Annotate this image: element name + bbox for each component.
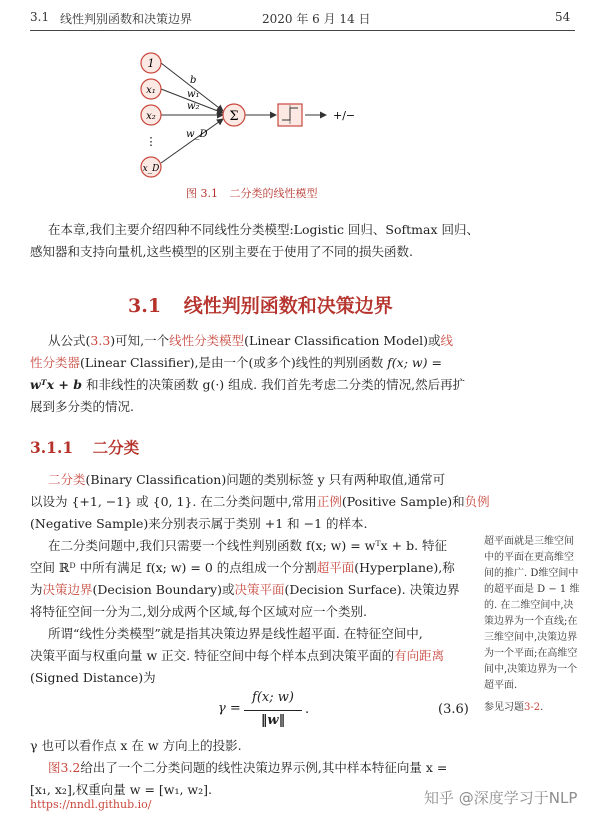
text-run: 参见习题 — [484, 702, 524, 713]
text-run: (Positive Sample)和 — [341, 494, 465, 509]
margin-note-line: 策边界为一个直线;在 — [484, 616, 578, 627]
text-run: 从公式( — [48, 333, 91, 348]
intro-line-1: 在本章,我们主要介绍四种不同线性分类模型:Logistic 回归、Softmax 回归、 — [48, 222, 479, 237]
section-title: 线性判别函数和决策边界 — [183, 295, 393, 317]
margin-note-line: 的超平面是 D − 1 维 — [484, 584, 580, 595]
equation-end: . — [305, 702, 310, 717]
edge-wD — [161, 119, 223, 163]
equation-ref-link[interactable]: 3.3 — [90, 333, 111, 348]
exercise-ref-link[interactable]: 3-2 — [524, 702, 541, 713]
margin-note-line: 间的推广. D维空间中 — [484, 568, 579, 579]
equation-number: (3.6) — [438, 702, 469, 717]
term-link[interactable]: 二分类 — [48, 472, 86, 487]
figure-ref-link[interactable]: 图3.2 — [48, 760, 81, 775]
term-link[interactable]: 正例 — [316, 494, 342, 509]
footer-url-link[interactable]: https://nndl.github.io/ — [30, 798, 152, 811]
section-number: 3.1 — [128, 295, 162, 317]
term-link[interactable]: 决策平面 — [234, 582, 285, 597]
text-run: . — [540, 702, 544, 713]
margin-note-line: 超平面就是三维空间 — [484, 536, 574, 547]
para4-line-3: (Signed Distance)为 — [30, 670, 156, 685]
intro-line-2: 感知器和支持向量机,这些模型的区别主要在于使用了不同的损失函数. — [30, 244, 413, 259]
term-link[interactable]: 线性分类模型 — [169, 333, 245, 348]
sum-symbol: Σ — [229, 109, 239, 124]
margin-note — [484, 534, 594, 716]
term-link[interactable]: 性分类器 — [30, 355, 81, 370]
text-run: 决策平面与权重向量 w 正交. 特征空间中每个样本点到决策平面的 — [30, 648, 395, 663]
para3-line-4: 将特征空间一分为二,划分成两个区域,每个区域对应一个类别. — [30, 604, 367, 619]
subsection-title: 二分类 — [92, 438, 140, 457]
input-label-ellipsis: ⋮ — [145, 135, 157, 148]
margin-note-line: 为一个平面;在高维空 — [484, 648, 578, 659]
text-run: 以设为 {+1, −1} 或 {0, 1}. 在二分类问题中,常用 — [30, 494, 317, 509]
input-label-x2: x₂ — [146, 111, 156, 122]
text-run: (Linear Classifier),是由一个(或多个)线性的判别函数 — [80, 355, 388, 370]
weight-label-w2: w₂ — [187, 101, 200, 112]
header-rule — [30, 30, 575, 31]
equation-lhs: γ = — [218, 701, 241, 716]
para1-line-3 — [30, 374, 465, 396]
margin-note-line: 中的平面在更高维空 — [484, 552, 574, 563]
margin-note-line: 的. 在二维空间中,决 — [484, 600, 574, 611]
text-run: (Binary Classification)问题的类别标签 y 只有两种取值,通常可 — [85, 472, 446, 487]
fraction-bar — [244, 710, 302, 711]
text-run: (Hyperplane),称 — [354, 560, 455, 575]
para2-line-3: (Negative Sample)来分别表示属于类别 +1 和 −1 的样本. — [30, 516, 368, 531]
para4-line-1: 所谓“线性分类模型”就是指其决策边界是线性超平面. 在特征空间中, — [48, 626, 423, 641]
para3-line-1: 在二分类问题中,我们只需要一个线性判别函数 f(x; w) = wᵀx + b. 特征 — [48, 538, 448, 553]
figure-caption — [186, 185, 318, 201]
margin-see-exercise — [484, 700, 594, 716]
figure-caption-text: 二分类的线性模型 — [229, 187, 318, 200]
input-label-xD: x_D — [142, 164, 160, 174]
text-run: )可知,一个 — [110, 333, 170, 348]
section-heading — [128, 291, 393, 318]
term-link[interactable]: 负例 — [464, 494, 490, 509]
text-run: 给出了一个二分类问题的线性决策边界示例,其中样本特征向量 x = — [80, 760, 448, 775]
text-run: (Decision Boundary)或 — [92, 582, 235, 597]
equation-denominator: ‖w‖ — [260, 713, 286, 728]
weight-label-b: b — [190, 75, 197, 86]
header-section-number: 3.1 — [30, 10, 50, 24]
watermark-text: 知乎 @深度学习于NLP — [424, 789, 578, 807]
term-link[interactable]: 线 — [440, 333, 453, 348]
para5-line-1: γ 也可以看作点 x 在 w 方向上的投影. — [30, 738, 242, 753]
margin-note-line: 三维空间中,决策边界 — [484, 632, 578, 643]
margin-note-line: 间中,决策边界为一个 — [484, 664, 578, 675]
para6-line-2: [x₁, x₂],权重向量 w = [w₁, w₂]. — [30, 782, 212, 797]
term-link[interactable]: 有向距离 — [394, 648, 445, 663]
text-run: (Linear Classification Model)或 — [244, 333, 441, 348]
math-run: wᵀx + b — [30, 377, 82, 392]
para1-line-2 — [30, 352, 442, 374]
para1-line-4: 展到多分类的情况. — [30, 399, 134, 414]
para6-line-1 — [48, 757, 447, 779]
linear-model-figure — [130, 45, 370, 195]
para3-line-2 — [30, 557, 455, 579]
para4-line-2 — [30, 645, 444, 667]
output-label: +/− — [333, 109, 356, 122]
text-run: 为 — [30, 582, 43, 597]
figure-caption-label: 图 3.1 — [186, 187, 218, 200]
subsection-number: 3.1.1 — [30, 438, 74, 457]
para2-line-1 — [48, 469, 445, 491]
para3-line-3 — [30, 579, 460, 601]
weight-label-w1: w₁ — [187, 89, 200, 100]
term-link[interactable]: 决策边界 — [42, 582, 93, 597]
equation-numerator: f(x; w) — [252, 690, 294, 705]
text-run: (Decision Surface). 决策边界 — [284, 582, 460, 597]
weight-label-wD: w_D — [186, 129, 208, 140]
text-run: 空间 ℝᴰ 中所有满足 f(x; w) = 0 的点组成一个分割 — [30, 560, 317, 575]
header-date: 2020 年 6 月 14 日 — [262, 12, 371, 26]
page-number: 54 — [555, 10, 571, 24]
margin-note-line: 超平面. — [484, 680, 518, 691]
input-label-x1: x₁ — [146, 85, 156, 96]
input-label-bias: 1 — [147, 57, 155, 70]
text-run: 和非线性的决策函数 g(·) 组成. 我们首先考虑二分类的情况,然后再扩 — [82, 377, 466, 392]
math-run: f(x; w) = — [387, 355, 442, 370]
para2-line-2 — [30, 491, 490, 513]
header-section-title: 线性判别函数和决策边界 — [60, 12, 193, 26]
subsection-heading — [30, 436, 139, 458]
para1-line-1 — [48, 330, 578, 352]
term-link[interactable]: 超平面 — [316, 560, 355, 575]
